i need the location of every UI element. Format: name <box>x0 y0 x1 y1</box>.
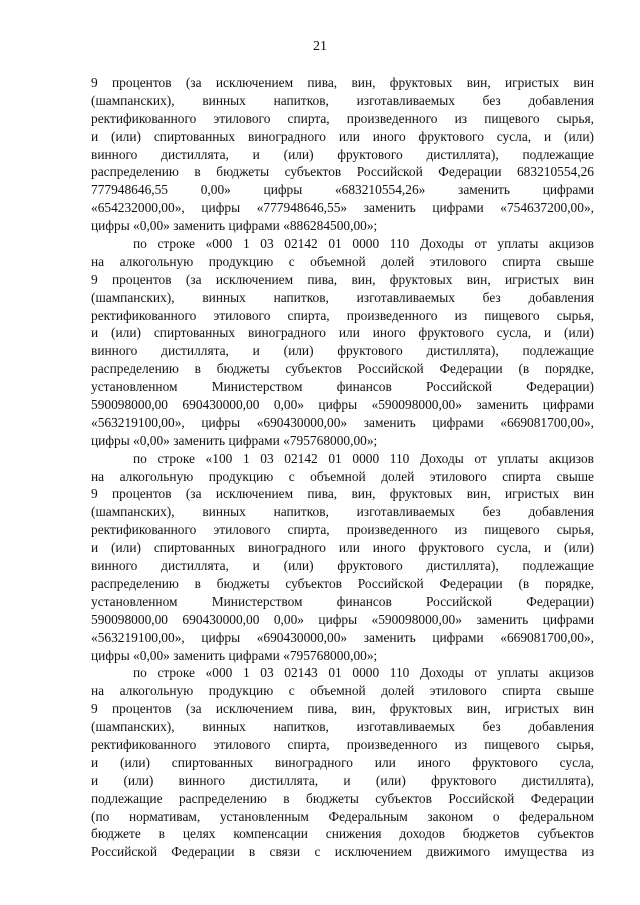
text-line: и (или) спиртованных виноградного или иного фруктового сусла, <box>91 754 594 770</box>
text-line: по строке «000 1 03 02142 01 0000 110 Доходы от уплаты акцизов <box>133 236 594 252</box>
text-line: (по нормативам, установленным Федеральным законом о федеральном <box>91 808 594 824</box>
text-line: (шампанских), винных напитков, изготавливаемых без добавления <box>91 504 594 520</box>
text-line: 9 процентов (за исключением пива, вин, фруктовых вин, игристых вин <box>91 701 594 717</box>
text-line: 590098000,00 690430000,00 0,00» цифры «590098000,00» заменить цифрами <box>91 611 594 627</box>
text-line: цифры «0,00» заменить цифрами «795768000,00»; <box>91 432 378 448</box>
text-line: на алкогольную продукцию с объемной долей этилового спирта свыше <box>91 683 594 699</box>
text-line: по строке «000 1 03 02143 01 0000 110 Доходы от уплаты акцизов <box>133 665 594 681</box>
text-line: винного дистиллята, и (или) фруктового дистиллята), подлежащие <box>91 146 594 162</box>
text-line: «654232000,00», цифры «777948646,55» заменить цифрами «754637200,00», <box>91 200 594 216</box>
text-line: и (или) спиртованных виноградного или иного фруктового сусла, и (или) <box>91 540 594 556</box>
text-line: «563219100,00», цифры «690430000,00» заменить цифрами «669081700,00», <box>91 629 594 645</box>
text-line: цифры «0,00» заменить цифрами «886284500,00»; <box>91 218 378 234</box>
text-line: Российской Федерации в связи с исключением движимого имущества из <box>91 844 594 860</box>
text-line: на алкогольную продукцию с объемной долей этилового спирта свыше <box>91 468 594 484</box>
text-line: 590098000,00 690430000,00 0,00» цифры «590098000,00» заменить цифрами <box>91 397 594 413</box>
text-line: 777948646,55 0,00» цифры «683210554,26» заменить цифрами <box>91 182 594 198</box>
text-line: и (или) спиртованных виноградного или иного фруктового сусла, и (или) <box>91 128 594 144</box>
document-body <box>91 74 594 861</box>
text-line: и (или) спиртованных виноградного или иного фруктового сусла, и (или) <box>91 325 594 341</box>
text-line: распределению в бюджеты субъектов Российской Федерации (в порядке, <box>91 575 594 591</box>
text-line: ректификованного этилового спирта, произведенного из пищевого сырья, <box>91 736 594 752</box>
text-line: бюджете в целях компенсации снижения доходов бюджетов субъектов <box>91 826 594 842</box>
text-line: винного дистиллята, и (или) фруктового дистиллята), подлежащие <box>91 343 594 359</box>
text-line: установленном Министерством финансов Российской Федерации) <box>91 379 594 395</box>
text-line: винного дистиллята, и (или) фруктового дистиллята), подлежащие <box>91 558 594 574</box>
text-line: 9 процентов (за исключением пива, вин, фруктовых вин, игристых вин <box>91 486 594 502</box>
text-line: распределению в бюджеты субъектов Российской Федерации 683210554,26 <box>91 164 594 180</box>
text-line: распределению в бюджеты субъектов Российской Федерации (в порядке, <box>91 361 594 377</box>
text-line: установленном Министерством финансов Российской Федерации) <box>91 593 594 609</box>
text-line: по строке «100 1 03 02142 01 0000 110 Доходы от уплаты акцизов <box>133 450 594 466</box>
text-line: подлежащие распределению в бюджеты субъектов Российской Федерации <box>91 790 594 806</box>
text-line: (шампанских), винных напитков, изготавливаемых без добавления <box>91 289 594 305</box>
page-number: 21 <box>313 39 327 54</box>
text-line: 9 процентов (за исключением пива, вин, фруктовых вин, игристых вин <box>91 75 594 90</box>
text-line: (шампанских), винных напитков, изготавливаемых без добавления <box>91 92 594 108</box>
text-line: ректификованного этилового спирта, произведенного из пищевого сырья, <box>91 307 594 323</box>
text-line: на алкогольную продукцию с объемной долей этилового спирта свыше <box>91 253 594 269</box>
text-line: ректификованного этилового спирта, произведенного из пищевого сырья, <box>91 110 594 126</box>
text-line: (шампанских), винных напитков, изготавливаемых без добавления <box>91 719 594 735</box>
text-line: ректификованного этилового спирта, произведенного из пищевого сырья, <box>91 522 594 538</box>
text-line: 9 процентов (за исключением пива, вин, фруктовых вин, игристых вин <box>91 271 594 287</box>
text-line: цифры «0,00» заменить цифрами «795768000,00»; <box>91 647 378 663</box>
text-line: «563219100,00», цифры «690430000,00» заменить цифрами «669081700,00», <box>91 414 594 430</box>
text-line: и (или) винного дистиллята, и (или) фруктового дистиллята), <box>91 772 594 788</box>
